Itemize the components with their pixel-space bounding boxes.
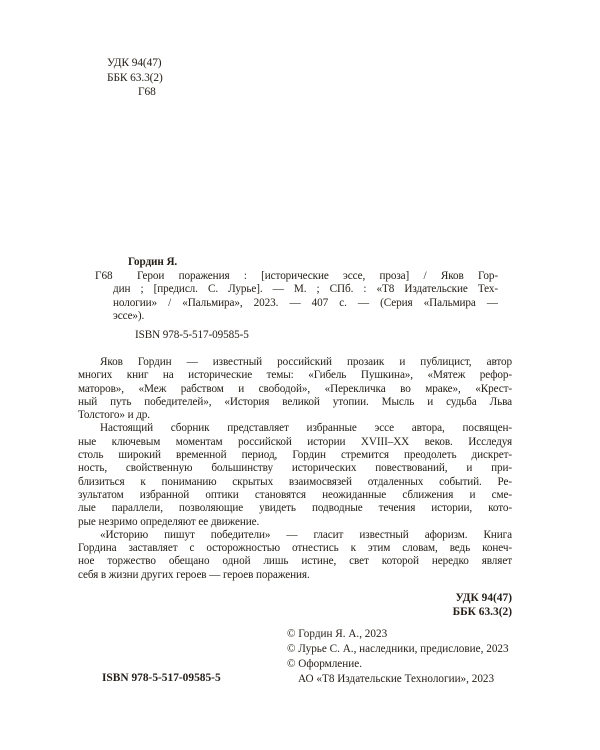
author-sign: Г68 [138,86,156,99]
udk-code-bottom: УДК 94(47) [455,592,512,604]
text-line: ность, свойственную большинству исторических повествований, и при- [78,462,512,475]
text-line: эссе»). [113,310,145,322]
text-line: близиться к пониманию скрытых взаимосвязей отдаленных событий. Ре- [78,475,512,488]
text-line: Толстого» и др. [78,409,150,422]
card-author-heading: Гордин Я. [128,256,178,268]
text-line: Гордина заставляет с осторожностью отнестись к этим словам, ведь конеч- [78,542,512,555]
bbk-code: ББК 63.3(2) [107,71,163,84]
card-isbn: ISBN 978-5-517-09585-5 [135,328,249,341]
text-line: ные ключевым моментам российской истории XVIII–XX веков. Исследуя [78,435,512,448]
text-line: «Историю пишут победители» — гласит известный афоризм. Книга [100,528,512,541]
top-classification-codes [107,56,247,100]
text-line: ный путь победителей», «История великой утопии. Мысль и судьба Льва [78,395,512,408]
text-line: многих книг на исторические темы: «Гибель Пушкина», «Мятеж рефор- [78,369,512,382]
bottom-classification-codes [78,592,512,619]
text-line: лые параллели, позволяющие увидеть подводные течения истории, кото- [78,502,512,515]
isbn-footer: ISBN 978-5-517-09585-5 [102,672,221,684]
text-line: Яков Гордин — известный российский прозаик и публицист, автор [100,356,512,368]
text-line: Настоящий сборник представляет избранные эссе автора, посвящен- [100,422,512,435]
udk-code: УДК 94(47) [107,57,162,69]
text-line: маторов», «Меж рабством и свободой», «Перекличка во мраке», «Крест- [78,382,512,395]
copyright-line: © Оформление. [287,657,363,670]
text-line [95,270,498,284]
annotation [78,356,512,582]
catalog-sign: Г68 [95,269,113,282]
text-line: нологии» / «Пальмира», 2023. — 407 с. — (Серия «Пальмира — [113,296,498,309]
catalog-card [95,256,498,342]
text-line: рые незримо определяют ее движение. [78,515,260,528]
text-line: столь широкий временной период, Гордин стремится преодолеть дискрет- [78,449,512,462]
text-line: дин ; [предисл. С. Лурье]. — М. ; СПб. : «Т8 Издательские Тех- [113,283,498,295]
copyright-line: © Лурье С. А., наследники, предисловие, 2023 [287,642,509,655]
copyright-block [287,627,519,687]
text-line: ное торжество обещано одной лишь истине, свет которой нередко являет [78,555,512,568]
copyright-line: © Гордин Я. А., 2023 [287,628,388,640]
bbk-code-bottom: ББК 63.3(2) [452,605,512,618]
text-line: себя в жизни других героев — героев поражения. [78,568,310,581]
card-entry-text: Герои поражения : [исторические эссе, проза] / Яков Гор- [137,269,498,282]
text-line: зультатом избранной оптики становятся неожиданные сближения и сме- [78,488,512,501]
copyright-line: АО «Т8 Издательские Технологии», 2023 [298,672,495,685]
